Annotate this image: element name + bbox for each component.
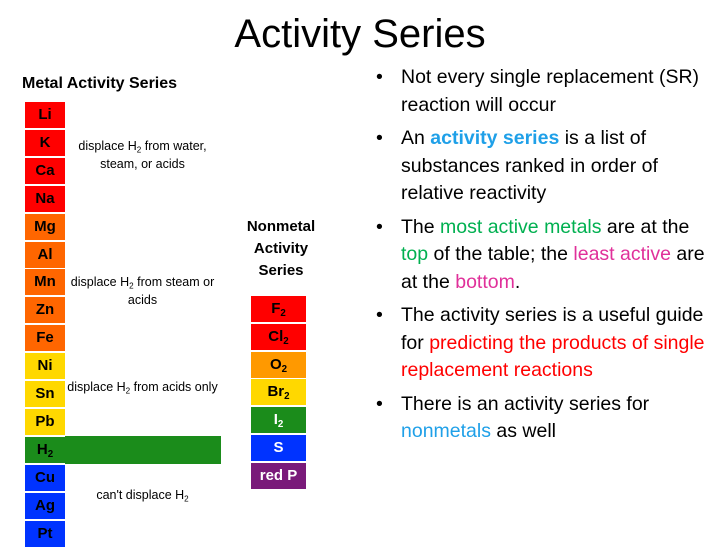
metal-cell-cu: Cu xyxy=(25,464,65,491)
metal-cell-pt: Pt xyxy=(25,520,65,547)
bullet-item: • The most active metals are at the top of the table; the least active are at the bottom. xyxy=(376,215,705,293)
metal-series-heading: Metal Activity Series xyxy=(22,75,178,92)
nonmetal-cell: $O_2$ xyxy=(251,351,306,378)
bullet-item: • The activity series is a useful guide for predicting the products of single replacement reactions xyxy=(376,304,705,381)
bullet-dot: • xyxy=(376,392,383,415)
metal-cell-na: Na xyxy=(25,185,65,212)
nonmetal-series-heading: Nonmetal Activity Series xyxy=(246,218,316,279)
nonmetal-cell: S xyxy=(251,434,306,461)
metal-group-description: displace $H_2$ from water, steam, or acids xyxy=(78,139,207,171)
metal-cell-sn: Sn xyxy=(25,380,65,407)
metal-cell-pb: Pb xyxy=(25,408,65,435)
bullet-dot: • xyxy=(376,304,383,326)
nonmetal-cell: red P xyxy=(251,462,306,489)
metal-group-description: can't displace $H_2$ xyxy=(96,488,189,504)
metal-cell-zn: Zn xyxy=(25,296,65,323)
metal-cell-mg: Mg xyxy=(25,213,65,240)
nonmetal-cell: $Cl_2$ xyxy=(251,323,306,350)
metal-cell-h: $H_2$ xyxy=(25,436,65,463)
bullet-dot: • xyxy=(376,127,383,149)
metal-cell-ca: Ca xyxy=(25,157,65,184)
bullet-dot: • xyxy=(376,66,383,88)
bullet-list xyxy=(374,64,718,452)
metal-cell-al: Al xyxy=(25,241,65,268)
metal-cell-k: K xyxy=(25,129,65,156)
slide-title: Activity Series xyxy=(234,12,486,56)
hydrogen-divider-bar xyxy=(65,436,221,464)
bullet-item: • Not every single replacement (SR) reaction will occur xyxy=(376,66,700,116)
metal-group-description: displace $H_2$ from steam or acids xyxy=(70,275,215,307)
nonmetal-cell: $Br_2$ xyxy=(251,378,306,405)
metal-cell-ni: Ni xyxy=(25,352,65,379)
nonmetal-cell: $F_2$ xyxy=(251,295,306,322)
nonmetal-cell: $I_2$ xyxy=(251,406,306,433)
metal-cell-ag: Ag xyxy=(25,492,65,519)
bullet-dot: • xyxy=(376,215,383,238)
bullet-item: • There is an activity series for nonmetals as well xyxy=(376,392,650,442)
metal-cell-fe: Fe xyxy=(25,324,65,351)
bullet-item: • An activity series is a list of substances ranked in order of relative reactivity xyxy=(376,127,658,204)
metal-group-description: displace $H_2$ from acids only xyxy=(67,380,218,396)
metal-cell-li: Li xyxy=(25,101,65,128)
metal-cell-mn: Mn xyxy=(25,268,65,295)
